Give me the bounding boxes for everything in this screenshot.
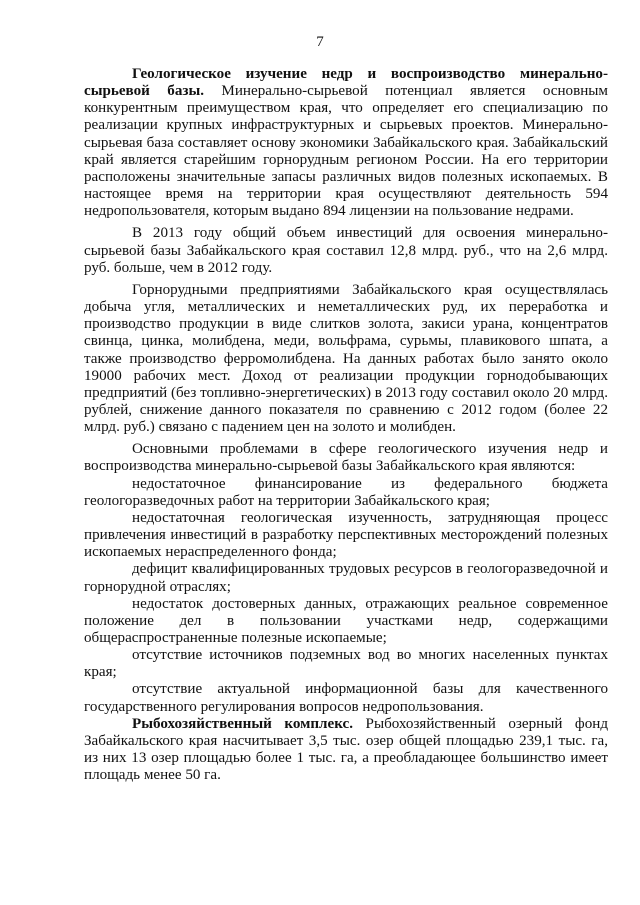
list-item-problem: дефицит квалифицированных трудовых ресурсов в геологоразведочной и горнорудной отраслях; bbox=[84, 561, 608, 595]
paragraph-fishery bbox=[84, 716, 608, 785]
paragraph-text: Рыбохозяйственный озерный фонд Забайкальского края насчитывает 3,5 тыс. озер общей площадью 239,1 тыс. га, из них 13 озер площадью более 1 тыс. га, а преобладающее большинство имеет площадь менее 50 га. bbox=[84, 715, 609, 784]
document-body bbox=[84, 66, 608, 784]
list-item-problem: недостаточная геологическая изученность, затрудняющая процесс привлечения инвестиций в разработку перспективных месторождений полезных ископаемых нераспределенного фонда; bbox=[84, 509, 608, 561]
list-item-problem: отсутствие источников подземных вод во многих населенных пунктах края; bbox=[84, 647, 608, 681]
list-item-problem: недостаток достоверных данных, отражающих реальное современное положение дел в пользовании участками недр, содержащими общераспространенные полезные ископаемые; bbox=[84, 595, 608, 646]
section-heading-fishery: Рыбохозяйственный комплекс. bbox=[132, 715, 354, 732]
paragraph-geology-intro bbox=[84, 66, 608, 220]
section-heading-geology: Геологическое изучение недр и воспроизводство минерально-сырьевой базы. bbox=[84, 66, 608, 100]
paragraph-investment: В 2013 году общий объем инвестиций для освоения минерально-сырьевой базы Забайкальского края составил 12,8 млрд. руб., что на 2,6 млрд. руб. больше, чем в 2012 году. bbox=[84, 225, 608, 276]
paragraph-mining-enterprises: Горнорудными предприятиями Забайкальского края осуществлялась добыча угля, металлических и неметаллических руд, их переработка и производство продукции в виде слитков золота, закиси урана, концентратов свинца, цинка, молибдена, меди, вольфрама, сурьмы, плавикового шпата, а также производство ферромолибдена. На данных работах было занято около 19000 рабочих мест. Доход от реализации продукции горнодобывающих предприятий (без топливно-энергетических) в 2013 году составил около 20 млрд. рублей, снижение данного показателя по сравнению с 2012 годом (более 22 млрд. руб.) связано с падением цен на золото и молибден. bbox=[84, 281, 608, 436]
paragraph-problems-intro: Основными проблемами в сфере геологического изучения недр и воспроизводства минерально-сырьевой базы Забайкальского края являются: bbox=[84, 441, 608, 475]
list-item-problem: недостаточное финансирование из федерального бюджета геологоразведочных работ на территории Забайкальского края; bbox=[84, 475, 608, 509]
paragraph-text: Минерально-сырьевой потенциал является основным конкурентным преимуществом края, что определяет его специализацию по реализации крупных инфраструктурных и сырьевых проектов. Минерально-сырьевая база составляет основу экономики Забайкальского края. Забайкальский край является старейшим горнорудным регионом России. На его территории расположены значительные запасы различных видов полезных ископаемых. В настоящее время на территории края осуществляют деятельность 594 недропользователя, которым выдано 894 лицензии на пользование недрами. bbox=[84, 83, 608, 220]
page-number: 7 bbox=[316, 34, 324, 50]
list-item-problem: отсутствие актуальной информационной базы для качественного государственного регулирования вопросов недропользования. bbox=[84, 681, 608, 715]
